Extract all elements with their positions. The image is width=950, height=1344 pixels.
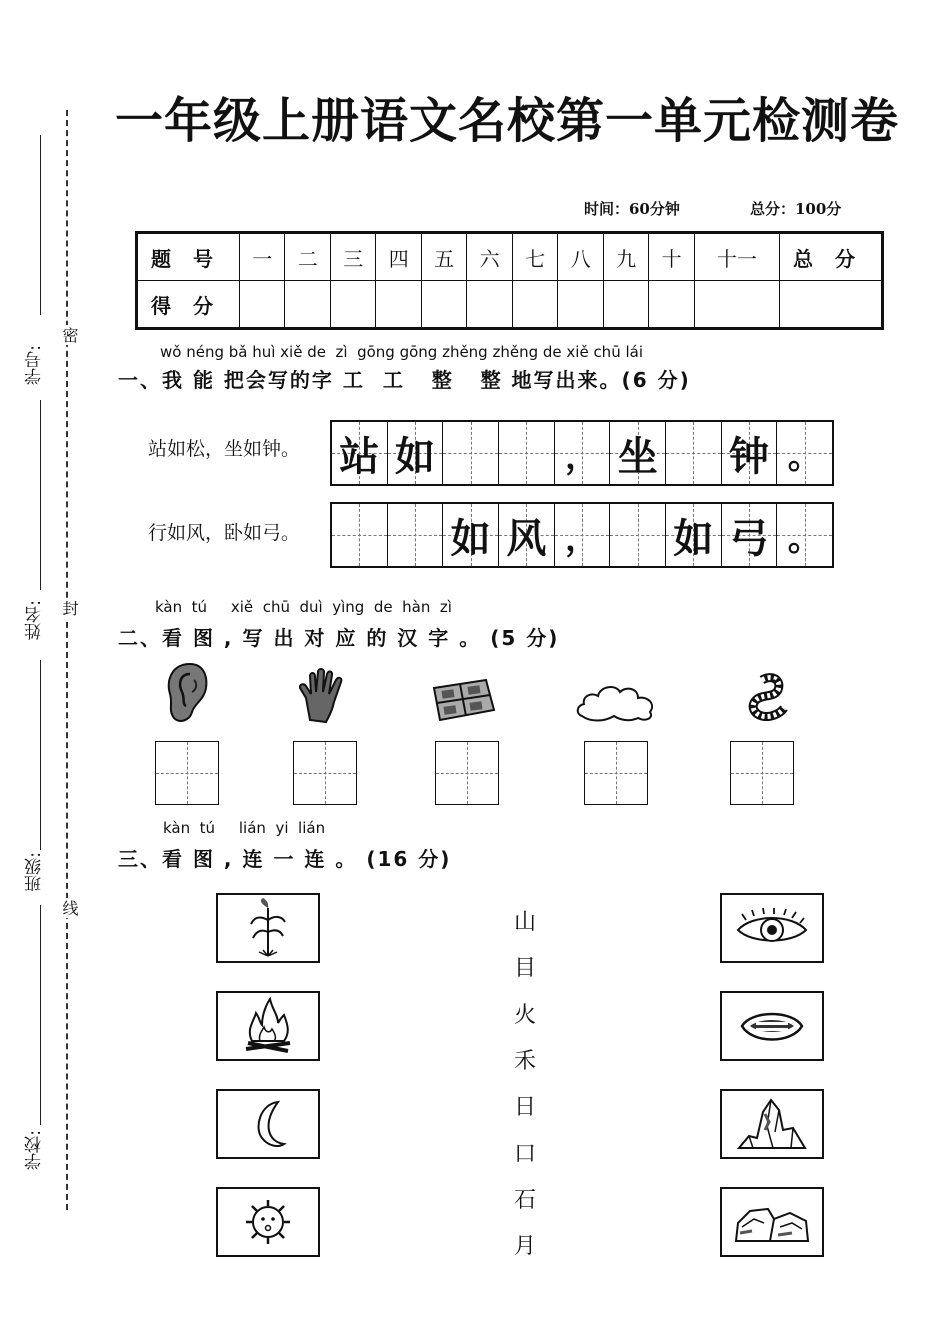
grid-cell[interactable]: 如 [388,422,444,484]
cloud-icon [574,680,658,724]
hand-icon [296,668,352,724]
grid-cell[interactable] [610,504,666,566]
sun-picture[interactable] [216,1187,320,1257]
column-1: 一 [240,233,285,281]
answer-box-5[interactable] [730,741,794,805]
column-7: 七 [512,233,557,281]
total-score-cell[interactable] [780,281,883,329]
line2-writing-grid [330,502,834,568]
worm-icon [732,672,788,726]
column-11: 十一 [694,233,779,281]
grid-cell[interactable]: 。 [777,504,832,566]
line2-prompt: 行如风，卧如弓。 [148,522,301,544]
sun-icon [242,1196,294,1248]
grid-cell[interactable] [499,422,555,484]
stone-icon [732,1197,812,1247]
mountain-picture[interactable] [720,1089,824,1159]
answer-box-4[interactable] [584,741,648,805]
word-stone[interactable]: 石 [514,1188,537,1213]
score-cell[interactable] [603,281,648,329]
word-grain[interactable]: 禾 [514,1049,537,1074]
word-mouth[interactable]: 口 [514,1142,537,1167]
grid-cell[interactable]: 如 [443,504,499,566]
grain-plant-picture[interactable] [216,893,320,963]
ear-icon [160,660,216,726]
seal-mi: 密 [60,327,79,343]
score-cell[interactable] [558,281,603,329]
column-8: 八 [558,233,603,281]
eye-picture[interactable] [720,893,824,963]
grid-cell[interactable] [332,504,388,566]
grain-plant-icon [245,898,291,958]
column-3: 三 [330,233,375,281]
line1-writing-grid [330,420,834,486]
column-6: 六 [467,233,512,281]
answer-box-2[interactable] [293,741,357,805]
field-icon [430,676,498,724]
binding-dashed-line [66,110,68,1210]
fire-icon [242,997,294,1055]
name-line [40,660,41,850]
word-mountain[interactable]: 山 [514,910,537,935]
answer-box-1[interactable] [155,741,219,805]
grid-cell[interactable]: 站 [332,422,388,484]
moon-icon [248,1098,288,1150]
mouth-picture[interactable] [720,991,824,1061]
section3-title: 三、看 图 , 连 一 连 。 (16 分) [118,847,452,871]
section3-pinyin: kàn tú lián yi lián [163,819,326,837]
score-cell[interactable] [421,281,466,329]
student-number-line-lower [40,400,41,590]
score-cell[interactable] [512,281,557,329]
fire-picture[interactable] [216,991,320,1061]
name-label: 姓名: [25,600,45,640]
grid-cell[interactable]: 坐 [610,422,666,484]
total-header: 总分 [780,233,883,281]
student-number-line [40,135,41,315]
section2-pinyin: kàn tú xiě chū duì yìng de hàn zì [155,598,452,616]
column-4: 四 [376,233,421,281]
moon-picture[interactable] [216,1089,320,1159]
student-number-label: 学号: [25,345,45,385]
grid-cell[interactable]: 如 [666,504,722,566]
grid-cell[interactable]: 钟 [722,422,778,484]
class-label: 班级: [25,852,45,892]
score-cell[interactable] [694,281,779,329]
grid-cell[interactable] [388,504,444,566]
grid-cell[interactable]: 。 [777,422,832,484]
word-sun[interactable]: 日 [514,1095,537,1120]
total-score: 总分：100分 [750,200,842,218]
seal-feng: 封 [60,600,79,616]
grid-cell[interactable]: ， [555,422,611,484]
grid-cell[interactable]: 风 [499,504,555,566]
score-table-header-row [137,233,883,281]
question-number-header: 题号 [137,233,240,281]
section2-title: 二、看 图 , 写 出 对 应 的 汉 字 。 (5 分) [118,626,560,650]
score-cell[interactable] [240,281,285,329]
column-10: 十 [649,233,694,281]
mountain-icon [735,1096,809,1152]
time-limit: 时间：60分钟 [584,200,680,218]
grid-cell[interactable]: 弓 [722,504,778,566]
grid-cell[interactable] [443,422,499,484]
grid-cell[interactable]: ， [555,504,611,566]
eye-icon [732,904,812,952]
column-9: 九 [603,233,648,281]
score-cell[interactable] [649,281,694,329]
seal-xian: 线 [60,900,79,916]
page-title: 一年级上册语文名校第一单元检测卷 [115,93,900,149]
line1-prompt: 站如松，坐如钟。 [148,438,301,460]
score-table [135,231,884,330]
word-fire[interactable]: 火 [514,1003,537,1028]
score-cell[interactable] [376,281,421,329]
column-5: 五 [421,233,466,281]
school-label: 学校: [25,1130,45,1170]
score-cell[interactable] [285,281,330,329]
stone-picture[interactable] [720,1187,824,1257]
section1-title: 一、我 能 把会写的字 工 工 整 整 地写出来。(6 分) [118,368,691,392]
grid-cell[interactable] [666,422,722,484]
mouth-icon [738,1004,806,1048]
score-row-label: 得分 [137,281,240,329]
score-cell[interactable] [330,281,375,329]
word-eye[interactable]: 目 [514,956,537,981]
word-moon[interactable]: 月 [514,1234,537,1259]
section1-pinyin: wǒ néng bǎ huì xiě de zì gōng gōng zhěng zhěng de xiě chū lái [160,343,643,361]
score-table-score-row [137,281,883,329]
score-cell[interactable] [467,281,512,329]
class-line [40,905,41,1125]
column-2: 二 [285,233,330,281]
answer-box-3[interactable] [435,741,499,805]
